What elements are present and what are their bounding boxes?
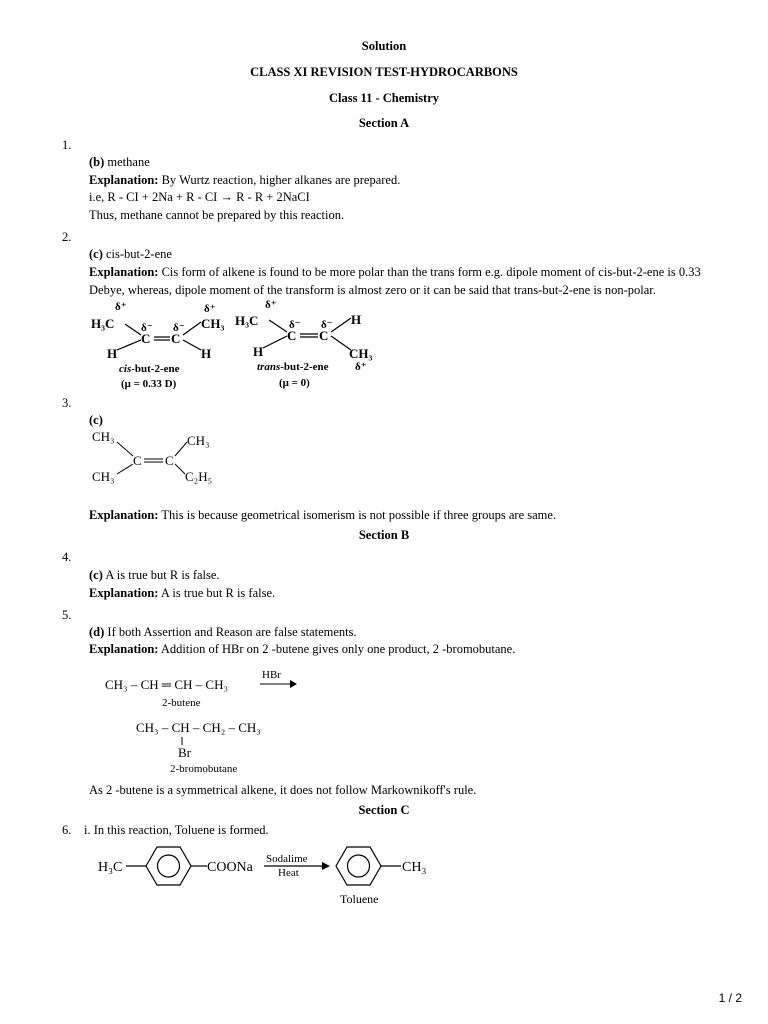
test-name: CLASS XI REVISION TEST-HYDROCARBONS (250, 65, 518, 79)
methyl-group-label: H₃C (98, 860, 123, 875)
arrow-head-icon (322, 862, 330, 870)
q2-answer (89, 247, 172, 262)
q2-explanation (89, 263, 714, 299)
product-methyl-label: CH₃ (402, 860, 427, 875)
q2-option: (c) (89, 247, 103, 261)
q4-explanation (89, 586, 275, 601)
q1-option: (b) (89, 155, 105, 169)
carbon-label: C (165, 453, 174, 468)
c2h5-label: C₂H₅ (185, 469, 213, 484)
carbon-label: C (133, 453, 142, 468)
q6-text: i. In this reaction, Toluene is formed. (84, 823, 269, 837)
q5-answer (89, 625, 357, 640)
reagent-label: HBr (262, 669, 281, 681)
question-number-6: 6. (62, 823, 72, 837)
q1-answer-text: methane (107, 155, 150, 169)
carbon-label: C (319, 328, 329, 343)
hydrogen-label: H (201, 346, 212, 361)
product-formula: CH₃ – CH – CH₂ – CH₃ (136, 720, 261, 735)
trans-name-label (257, 361, 329, 373)
delta-minus-label: δ⁻ (141, 322, 153, 334)
trans-mu-label: (μ = 0) (279, 377, 310, 389)
bond-line (331, 336, 351, 350)
cis-mu-label: (μ = 0.33 D) (121, 378, 177, 390)
hbr-addition-reaction-figure (100, 664, 300, 776)
aromatic-circle (348, 855, 370, 877)
delta-plus-label: δ⁺ (115, 301, 127, 313)
page-title: Solution (361, 39, 407, 53)
section-b-heading: Section B (358, 528, 410, 542)
reactant-formula: CH₃ – CH ═ CH – CH₃ (105, 677, 229, 692)
ch3-label: CH₃ (92, 469, 115, 484)
q1-equation: i.e, R - CI + 2Na + R - CI → R - R + 2NaCI (89, 190, 310, 204)
question-number-5: 5. (62, 608, 72, 622)
trans-prefix: trans (257, 361, 281, 373)
q4-answer (89, 568, 220, 583)
bromine-label: Br (178, 745, 191, 760)
cis-suffix: -but-2-ene (131, 363, 180, 375)
carbon-label: C (171, 331, 181, 346)
bond-line (117, 340, 141, 350)
q1-exp-label: Explanation: (89, 173, 159, 187)
q1-exp-text: By Wurtz reaction, higher alkanes are prepared. (161, 173, 401, 187)
bond-line (175, 464, 185, 474)
bond-line (269, 320, 287, 332)
bond-line (183, 322, 201, 335)
q5-answer-text: If both Assertion and Reason are false statements. (107, 625, 357, 639)
reagent-bottom-label: Heat (278, 867, 299, 879)
question-number-2: 2. (62, 230, 72, 244)
question-number-1: 1. (62, 138, 72, 152)
coona-group-label: COONa (207, 860, 253, 875)
delta-minus-label: δ⁻ (289, 319, 301, 331)
q4-option: (c) (89, 568, 103, 582)
hydrogen-label: H (253, 344, 264, 359)
q3-explanation (89, 508, 556, 523)
q3-answer (89, 413, 103, 428)
delta-plus-label: δ⁺ (204, 303, 216, 315)
aromatic-circle (158, 855, 180, 877)
q5-note: As 2 -butene is a symmetrical alkene, it does not follow Markownikoff's rule. (89, 783, 477, 797)
delta-minus-label: δ⁻ (173, 322, 185, 334)
q5-exp-text: Addition of HBr on 2 -butene gives only one product, 2 -bromobutane. (160, 642, 516, 656)
q5-exp-label: Explanation: (89, 642, 159, 656)
toluene-reaction-figure (96, 838, 436, 908)
h3c-label: H₃C (91, 316, 115, 331)
q3-exp-label: Explanation: (89, 508, 159, 522)
delta-minus-label: δ⁻ (321, 319, 333, 331)
q4-exp-text: A is true but R is false. (160, 586, 276, 600)
hydrogen-label: H (351, 312, 362, 327)
q1-explanation (89, 173, 400, 188)
bond-line (125, 324, 141, 335)
q2-exp-label: Explanation: (89, 265, 159, 279)
bond-line (331, 318, 351, 332)
q4-exp-label: Explanation: (89, 586, 159, 600)
section-c-heading: Section C (358, 803, 410, 817)
q4-answer-text: A is true but R is false. (105, 568, 220, 582)
subject-line: Class 11 - Chemistry (328, 91, 440, 105)
product-name: 2-bromobutane (170, 763, 238, 775)
bond-line (117, 464, 133, 474)
delta-plus-label: δ⁺ (355, 361, 367, 373)
q3-exp-text: This is because geometrical isomerism is not possible if three groups are same. (161, 508, 557, 522)
arrow-head-icon (290, 680, 297, 688)
q2-answer-text: cis-but-2-ene (106, 247, 172, 261)
q5-explanation (89, 642, 515, 657)
ch3-label: CH₃ (92, 429, 115, 444)
hydrogen-label: H (107, 346, 118, 361)
benzene-ring-icon (336, 847, 381, 885)
bond-line (263, 336, 287, 348)
toluene-label: Toluene (340, 892, 379, 906)
question-number-3: 3. (62, 396, 72, 410)
question-number-4: 4. (62, 550, 72, 564)
q2-exp-text: Cis form of alkene is found to be more polar than the trans form e.g. dipole moment of cis-but-2-ene is 0.33 Debye, whereas, dipole moment of the transform is almost zero or it can be said that trans-but-2-ene is non-polar. (89, 265, 701, 297)
bond-line (175, 442, 187, 456)
section-a-heading: Section A (358, 116, 410, 130)
benzene-ring-icon (146, 847, 191, 885)
q3-alkene-structure (89, 428, 239, 490)
trans-suffix: -but-2-ene (280, 361, 329, 373)
q1-answer (89, 155, 150, 170)
carbon-label: C (287, 328, 297, 343)
ch3-label: CH₃ (201, 316, 225, 331)
ch3-label: CH₃ (187, 433, 210, 448)
but-2-ene-isomers-figure (89, 298, 389, 394)
cis-name-label (119, 363, 180, 375)
q1-conclusion: Thus, methane cannot be prepared by this reaction. (89, 208, 345, 222)
reagent-top-label: Sodalime (266, 853, 308, 865)
bond-line (183, 340, 201, 350)
bond-line (117, 442, 133, 456)
reactant-name: 2-butene (162, 697, 201, 709)
page-number: 1 / 2 (718, 991, 742, 1005)
q5-option: (d) (89, 625, 105, 639)
delta-plus-label: δ⁺ (265, 299, 277, 311)
h3c-label: H₃C (235, 313, 259, 328)
q3-option: (c) (89, 413, 103, 427)
ch3-label: CH₃ (349, 346, 373, 361)
cis-prefix: cis (119, 363, 132, 375)
carbon-label: C (141, 331, 151, 346)
